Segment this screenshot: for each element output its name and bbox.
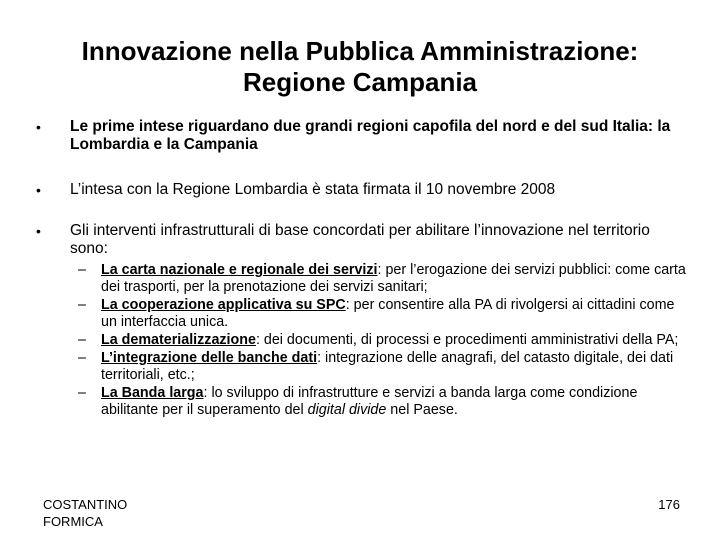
sub-bullet-description-end: nel Paese.: [386, 402, 458, 418]
sub-bullet-item-4: [78, 350, 688, 384]
sub-bullet-description: : per consentire alla PA di rivolgersi ai cittadini come un interfaccia unica.: [101, 297, 675, 330]
bullet-text: Gli interventi infrastrutturali di base concordati per abilitare l’innovazione nel territorio sono:: [70, 222, 650, 257]
sub-bullet-text: [101, 385, 688, 419]
sub-bullet-label: La cooperazione applicativa su SPC: [101, 297, 346, 313]
sub-bullet-label: La Banda larga: [101, 385, 204, 401]
bullet-text: Le prime intese riguardano due grandi regioni capofila del nord e del sud Italia: la Lombardia e la Campania: [70, 118, 671, 153]
sub-bullet-item-1: [78, 262, 688, 296]
sub-bullet-marker: –: [78, 350, 86, 366]
sub-bullet-text: [101, 262, 688, 296]
sub-bullet-description: : lo sviluppo di infrastrutture e servizi a banda larga come condizione abilitante per il superamento del: [101, 385, 638, 418]
sub-bullet-italic-term: digital divide: [307, 402, 387, 418]
sub-bullet-item-5: [78, 385, 688, 419]
sub-bullet-marker: –: [78, 297, 86, 313]
sub-bullet-marker: –: [78, 332, 86, 348]
sub-bullet-label: L’integrazione delle banche dati: [101, 350, 318, 366]
sub-bullet-description: : dei documenti, di processi e procedimenti amministrativi della PA;: [255, 332, 679, 348]
bullet-marker: •: [36, 182, 41, 198]
sub-bullet-text: [101, 297, 688, 331]
page-number: 176: [658, 497, 680, 512]
footer-author: COSTANTINO FORMICA: [43, 497, 128, 529]
sub-bullet-text: [101, 350, 688, 384]
slide-title-line-2: Regione Campania: [242, 67, 478, 97]
sub-bullet-label: La carta nazionale e regionale dei servizi: [101, 262, 378, 278]
sub-bullet-list: [78, 262, 688, 420]
bullet-marker: •: [36, 119, 41, 135]
sub-bullet-item-3: [78, 332, 688, 349]
bullet-text: L’intesa con la Regione Lombardia è stata firmata il 10 novembre 2008: [70, 181, 556, 198]
sub-bullet-description: : integrazione delle anagrafi, del catasto digitale, dei dati territoriali, etc.;: [101, 350, 674, 383]
sub-bullet-item-2: [78, 297, 688, 331]
sub-bullet-text: [101, 332, 688, 349]
sub-bullet-marker: –: [78, 262, 86, 278]
sub-bullet-marker: –: [78, 385, 86, 401]
slide-title-line-1: Innovazione nella Pubblica Amministrazione:: [81, 36, 639, 66]
sub-bullet-description: : per l’erogazione dei servizi pubblici: come carta dei trasporti, per la prenotazione dei servizi sanitari;: [101, 262, 686, 295]
sub-bullet-label: La dematerializzazione: [101, 332, 256, 348]
bullet-marker: •: [36, 223, 41, 239]
slide-title: [40, 36, 680, 98]
